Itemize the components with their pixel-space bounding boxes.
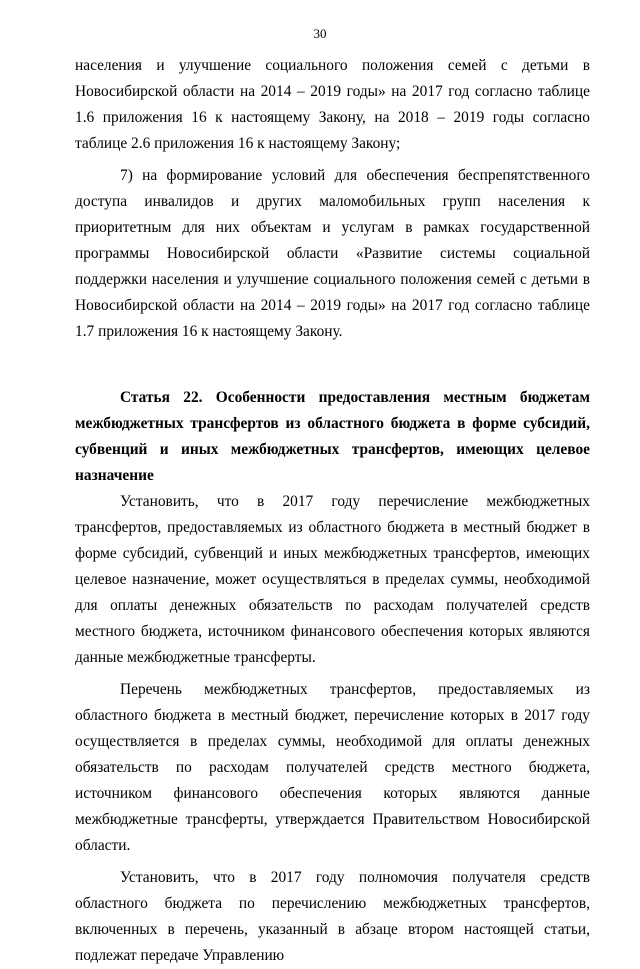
page-number: 30 bbox=[313, 26, 327, 41]
paragraph-continuation: населения и улучшение социального положения семей с детьми в Новосибирской области на 2014 – 2019 годы» на 2017 год согласно таблице 1.6 приложения 16 к настоящему Закону, на 2018 – 2019 годы согласно таблице 2.6 приложения 16 к настоящему Закону; bbox=[75, 57, 590, 152]
paragraph-item-7: 7) на формирование условий для обеспечения беспрепятственного доступа инвалидов и других маломобильных групп населения к приоритетным для них объектам и услугам в рамках государственной программы Новосибирской области «Развитие системы социальной поддержки населения и улучшение социального положения семей с детьми в Новосибирской области на 2014 – 2019 годы» на 2017 год согласно таблице 1.7 приложения 16 к настоящему Закону. bbox=[75, 167, 590, 340]
paragraph-1: Установить, что в 2017 году перечисление межбюджетных трансфертов, предоставляемых из областного бюджета в местный бюджет в форме субсидий, субвенций и иных межбюджетных трансфертов, имеющих целевое назначение, может осуществляться в пределах суммы, необходимой для оплаты денежных обязательств по расходам получателей средств местного бюджета, источником финансового обеспечения которых являются данные межбюджетные трансферты. bbox=[75, 493, 590, 666]
paragraph-3: Установить, что в 2017 году полномочия получателя средств областного бюджета по перечислению межбюджетных трансфертов, включенных в перечень, указанный в абзаце втором настоящей статьи, подлежат передаче Управлению bbox=[75, 869, 590, 964]
paragraph-2: Перечень межбюджетных трансфертов, предоставляемых из областного бюджета в местный бюджет, перечисление которых в 2017 году осуществляется в пределах суммы, необходимой для оплаты денежных обязательств по расходам получателей средств местного бюджета, источником финансового обеспечения которых являются данные межбюджетные трансферты, утверждается Правительством Новосибирской области. bbox=[75, 681, 590, 854]
article-heading: Статья 22. Особенности предоставления местным бюджетам межбюджетных трансфертов из областного бюджета в форме субсидий, субвенций и иных межбюджетных трансфертов, имеющих целевое назначение bbox=[75, 389, 590, 484]
document-body bbox=[75, 53, 590, 969]
